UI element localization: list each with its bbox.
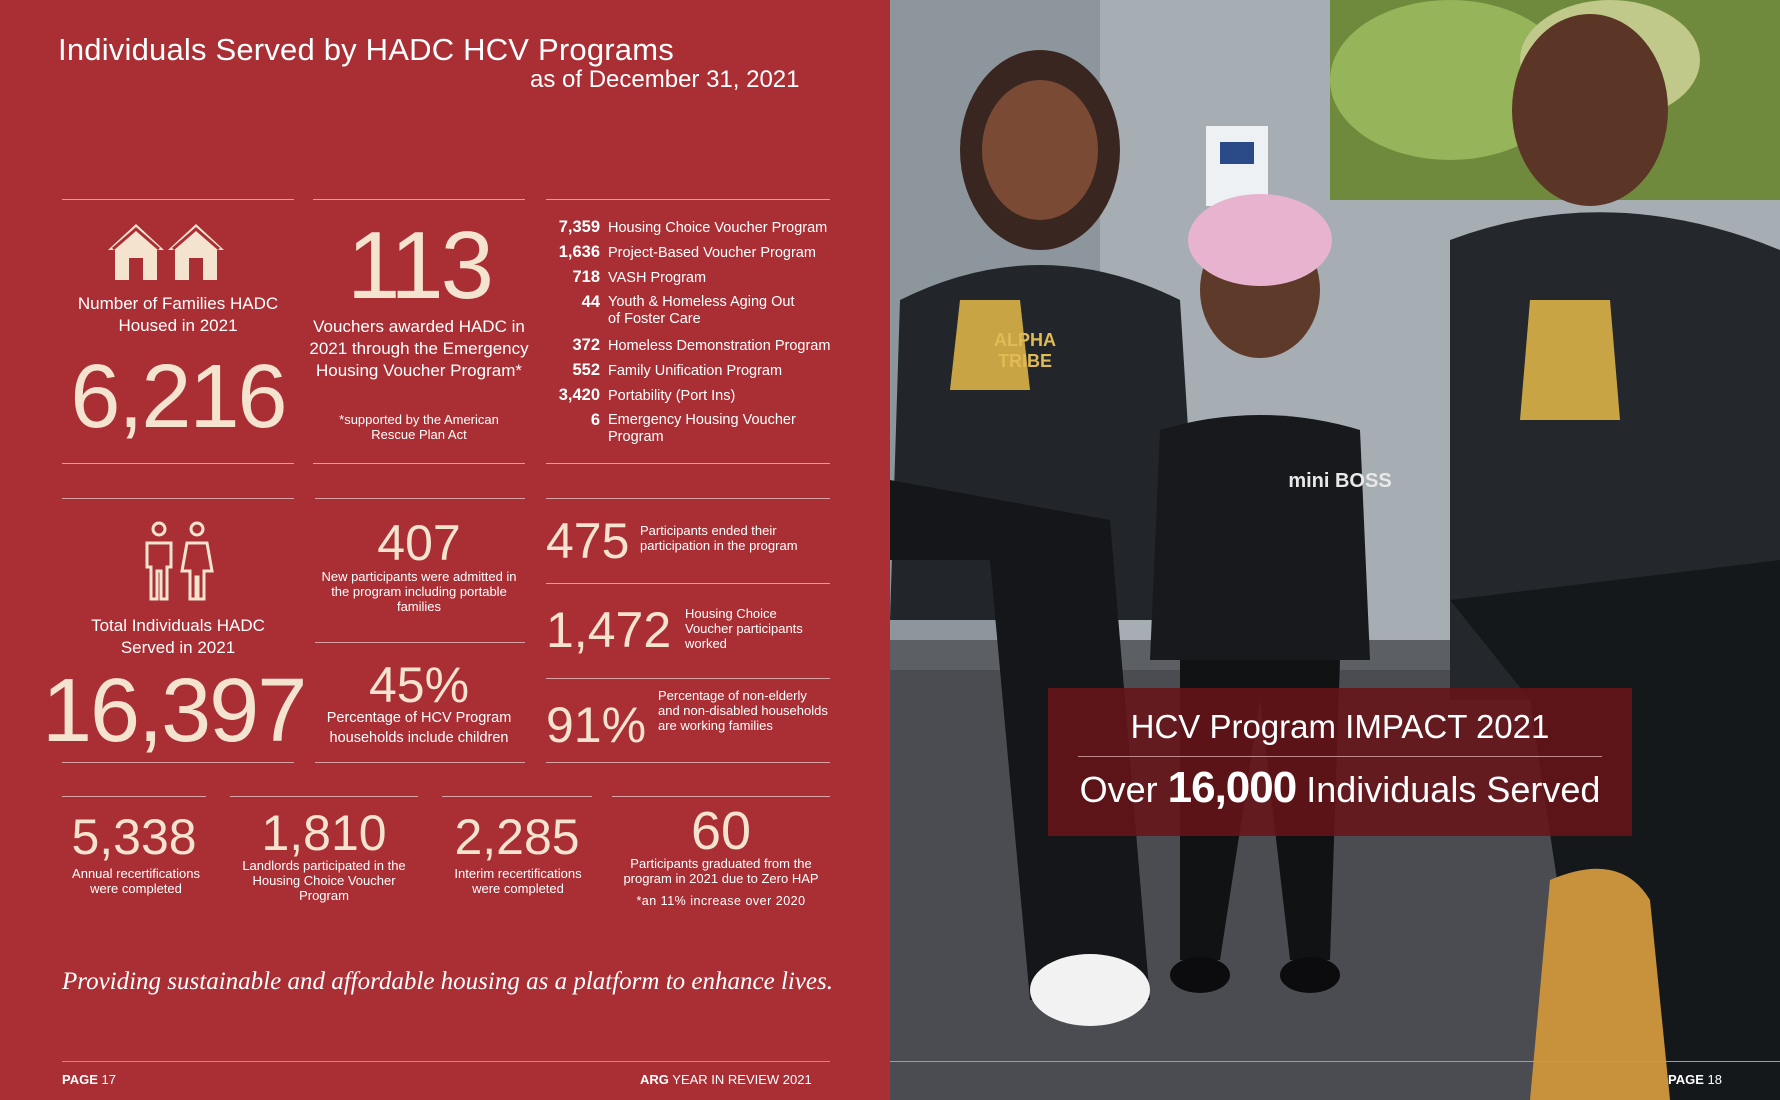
stat-label: Participants graduated from the program in 2021 due to Zero HAP (623, 856, 819, 886)
list-item: 1,636 Project-Based Voucher Program (558, 243, 816, 261)
families-label: Number of Families HADC Housed in 2021 (77, 294, 279, 335)
list-item: 3,420 Portability (Port Ins) (558, 386, 736, 404)
vouchers-value: 113 (346, 212, 492, 319)
divider (62, 796, 206, 797)
stat-label: Landlords participated in the Housing Choice Voucher Program (242, 858, 406, 903)
stat-value: 2,285 (454, 809, 580, 865)
children-value: 45% (368, 657, 470, 713)
houses-icon (106, 222, 242, 284)
list-item: 372 Homeless Demonstration Program (572, 336, 831, 354)
list-item: 718 VASH Program (572, 268, 707, 286)
shirt-text: mini BOSS (1288, 470, 1392, 492)
divider (315, 642, 525, 643)
divider (62, 199, 294, 200)
worked-label: Housing Choice Voucher participants worked (685, 606, 803, 651)
footer-rule (890, 1061, 1780, 1062)
impact-statement: Over 16,000 Individuals Served (1079, 763, 1601, 812)
stat-value: 60 (690, 801, 752, 861)
tagline: Providing sustainable and affordable housing as a platform to enhance lives. (62, 968, 834, 995)
divider (546, 678, 830, 679)
vouchers-label: Vouchers awarded HADC in 2021 through the Emergency Housing Voucher Program* (309, 317, 529, 380)
divider (313, 463, 525, 464)
new-participants-value: 407 (377, 515, 461, 571)
working-pct-label: Percentage of non-elderly and non-disabled households are working families (658, 688, 828, 733)
divider (612, 796, 830, 797)
list-item: 552 Family Unification Program (572, 361, 783, 379)
divider (62, 463, 294, 464)
divider (546, 498, 830, 499)
stat-note: *an 11% increase over 2020 (636, 894, 806, 908)
divider (546, 199, 830, 200)
new-participants-label: New participants were admitted in the program including portable families (321, 569, 517, 614)
page-subtitle: as of December 31, 2021 (530, 66, 800, 93)
divider (546, 762, 830, 763)
ended-value: 475 (546, 513, 630, 569)
people-icon (140, 521, 216, 601)
photo (890, 0, 1780, 1100)
list-item: 44 Youth & Homeless Aging Out of Foster Care (581, 293, 795, 327)
ended-label: Participants ended their participation in the program (640, 523, 798, 553)
families-value: 6,216 (70, 347, 286, 447)
stat-value: 1,810 (261, 805, 387, 861)
stat-label: Interim recertifications were completed (454, 866, 582, 896)
list-item: 7,359 Housing Choice Voucher Program (558, 218, 828, 236)
vouchers-note: *supported by the American Rescue Plan Act (339, 412, 499, 442)
impact-title: HCV Program IMPACT 2021 (1130, 708, 1550, 745)
page-number-left: PAGE 17 (62, 1072, 116, 1087)
stat-value: 5,338 (71, 809, 197, 865)
children-label: Percentage of HCV Program households include children (326, 710, 512, 746)
working-pct-value: 91% (546, 697, 647, 753)
page-title: Individuals Served by HADC HCV Programs (58, 32, 674, 67)
divider (442, 796, 592, 797)
impact-divider (1078, 756, 1602, 757)
worked-value: 1,472 (546, 602, 672, 658)
list-item: 6 Emergency Housing Voucher Program (590, 411, 796, 445)
divider (313, 199, 525, 200)
divider (62, 762, 294, 763)
divider (546, 583, 830, 584)
family-photo-illustration (890, 0, 1780, 1100)
page-number-right: PAGE 18 (1668, 1072, 1722, 1087)
divider (315, 498, 525, 499)
hoodie-text: ALPHA TRIBE (994, 330, 1056, 371)
divider (315, 762, 525, 763)
divider (546, 463, 830, 464)
individuals-value: 16,397 (42, 661, 306, 761)
stat-label: Annual recertifications were completed (72, 866, 200, 896)
individuals-label: Total Individuals HADC Served in 2021 (91, 616, 265, 657)
divider (62, 498, 294, 499)
publication-name: ARG YEAR IN REVIEW 2021 (640, 1072, 812, 1087)
footer-rule (62, 1061, 830, 1062)
divider (230, 796, 418, 797)
